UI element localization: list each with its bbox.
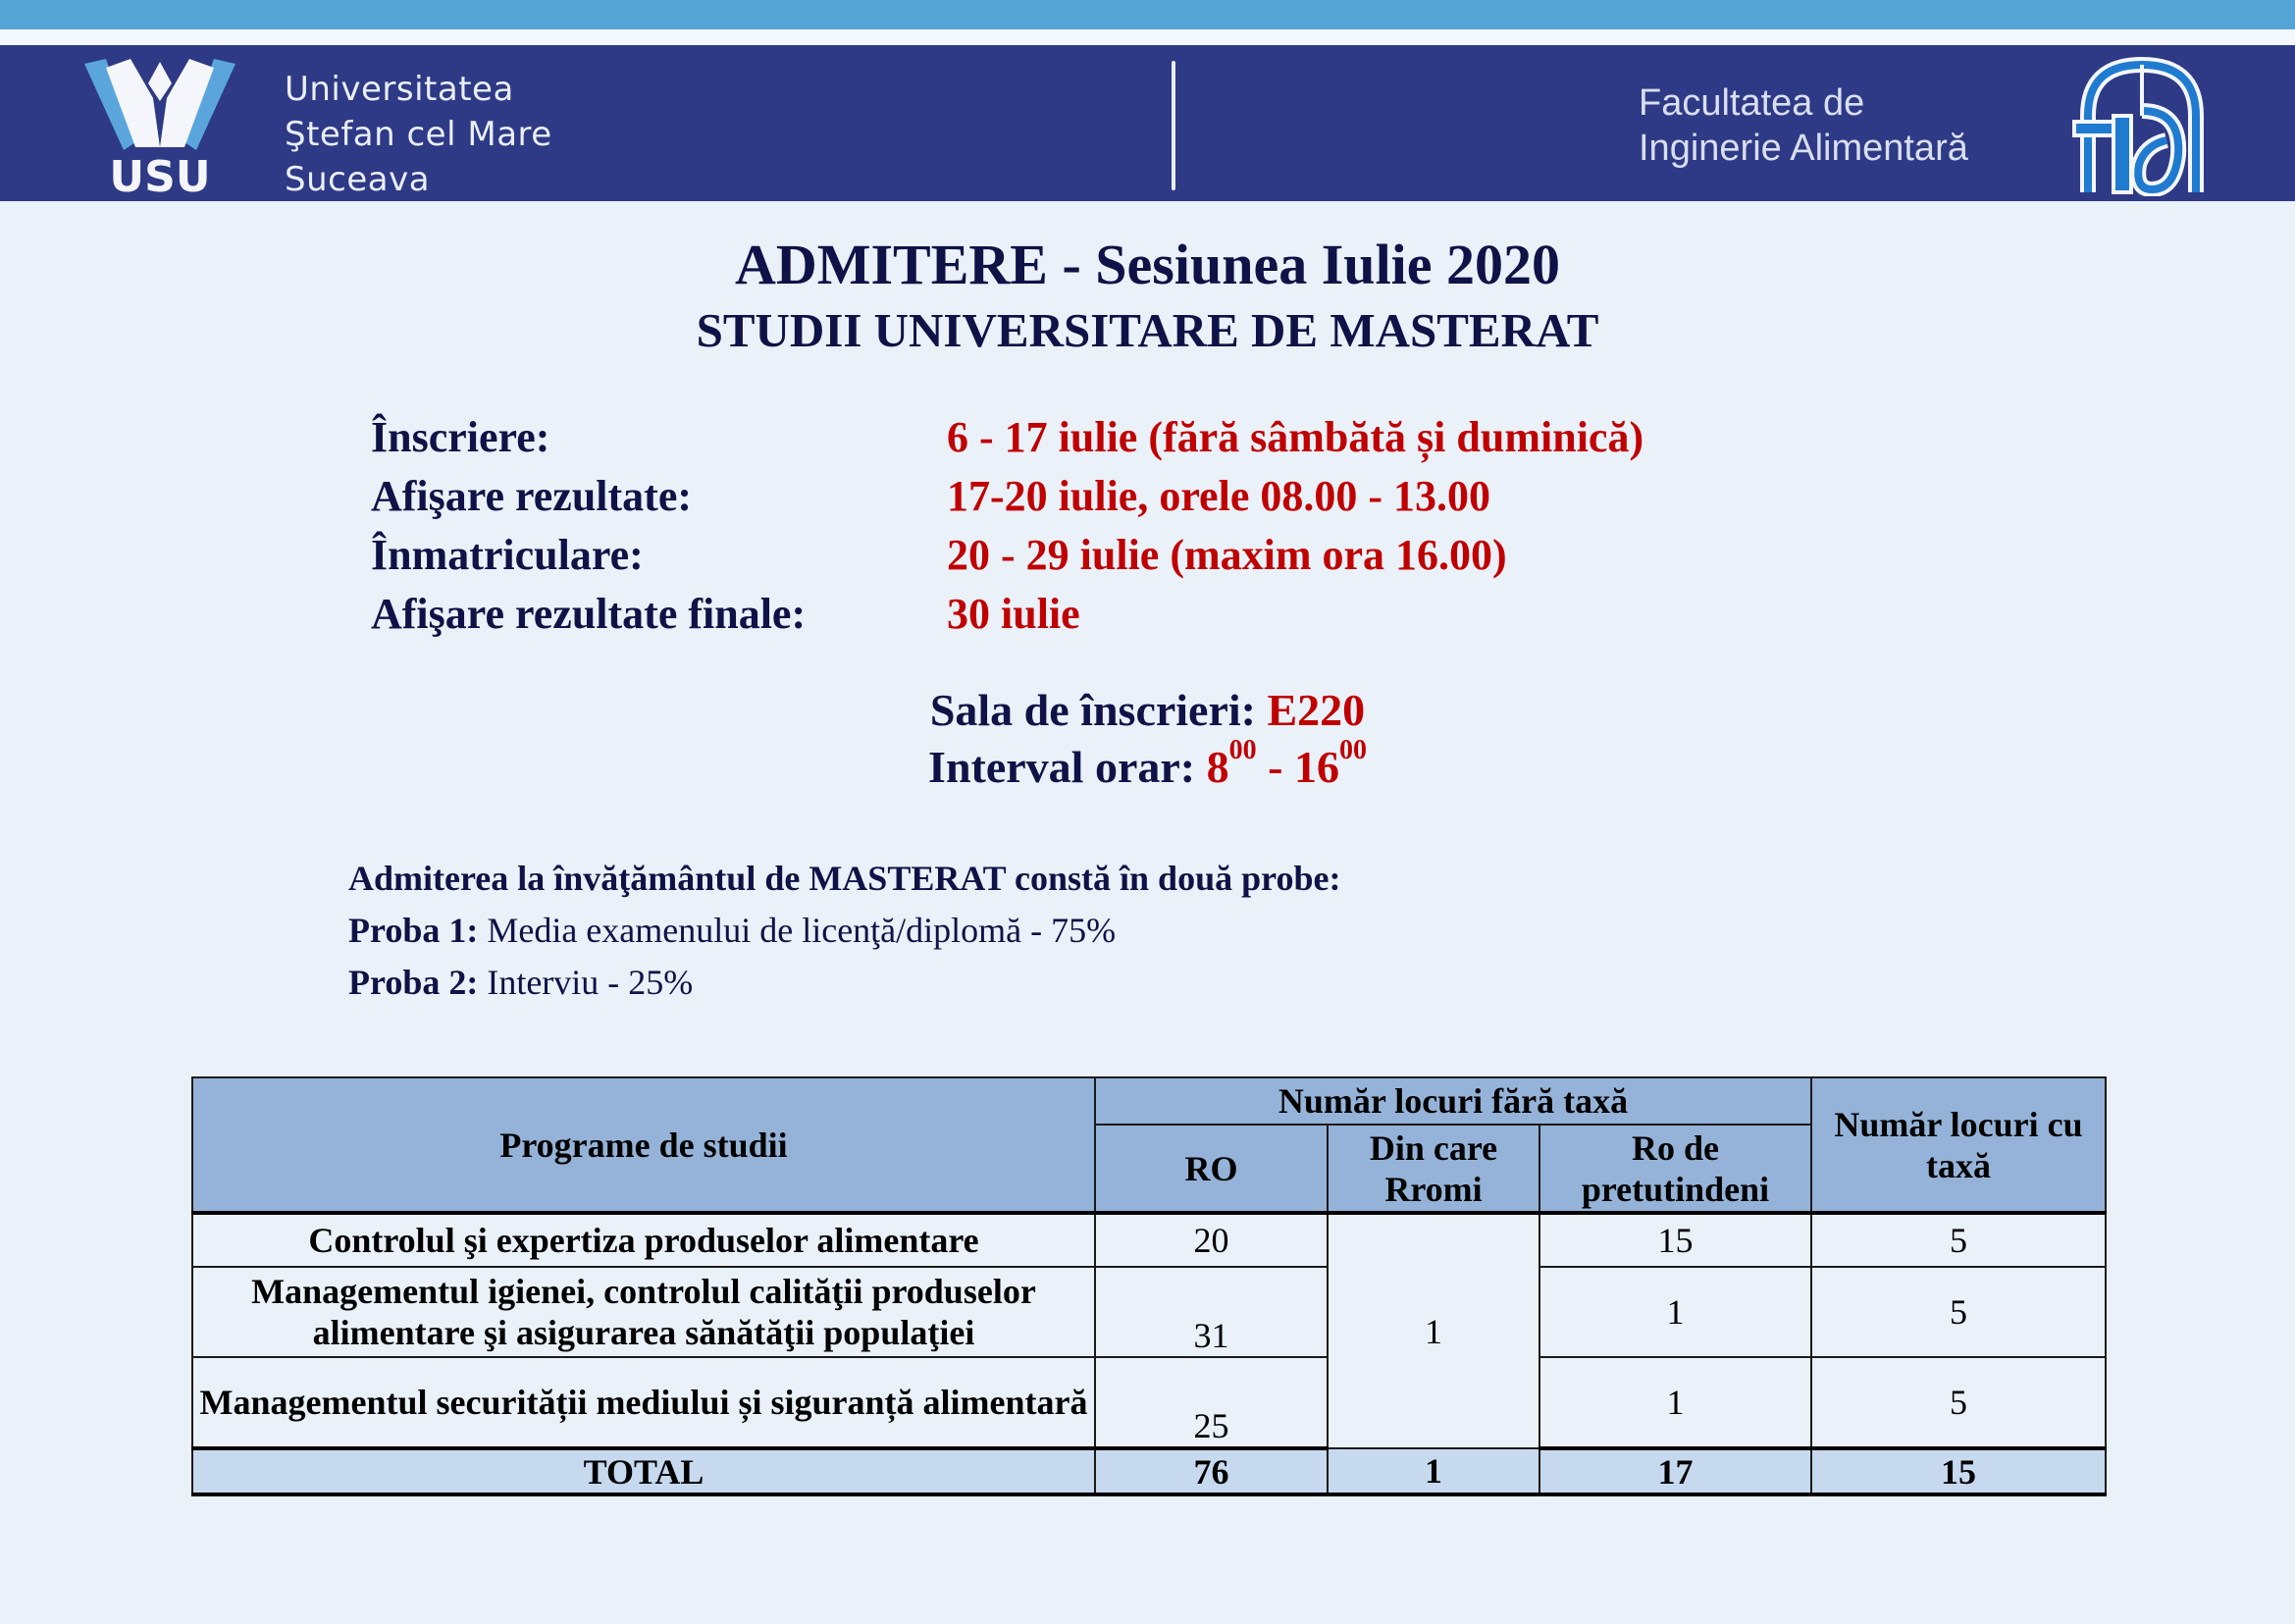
cell-ro: 25 — [1095, 1357, 1328, 1448]
probe-label: Proba 1: — [348, 911, 479, 950]
registration-hours — [0, 735, 2295, 793]
room-label: Sala de înscrieri: — [929, 685, 1256, 735]
table-row — [192, 1267, 2106, 1357]
cell-ro-pretutindeni: 1 — [1539, 1267, 1811, 1357]
interval-label: Interval orar: — [928, 742, 1196, 792]
total-label: TOTAL — [192, 1448, 1095, 1494]
total-ro: 76 — [1095, 1448, 1328, 1494]
interval-value — [1206, 735, 1367, 792]
probe-1 — [348, 910, 1116, 951]
end-hour: 16 — [1293, 742, 1339, 792]
university-line-1: Universitatea — [285, 70, 514, 109]
program-name: Managementul securității mediului și siguranță alimentară — [192, 1357, 1095, 1448]
svg-text:USU: USU — [109, 152, 211, 196]
fia-logo-icon — [2068, 57, 2216, 196]
university-line-2: Ştefan cel Mare — [285, 115, 552, 154]
program-name: Managementul igienei, controlul calităţii produselor alimentare şi asigurarea sănătăţii populaţiei — [192, 1267, 1095, 1357]
top-accent-strip — [0, 0, 2295, 29]
schedule-label: Afişare rezultate finale: — [371, 590, 807, 638]
table-row — [192, 1357, 2106, 1448]
probe-text: Media examenului de licenţă/diplomă - 75% — [478, 911, 1117, 950]
header-ro: RO — [1095, 1125, 1328, 1213]
cell-ro: 20 — [1095, 1213, 1328, 1267]
probe-text: Interviu - 25% — [478, 963, 694, 1002]
faculty-line-2: Inginerie Alimentară — [1639, 128, 1968, 169]
total-row — [192, 1448, 2106, 1494]
faculty-name — [1639, 80, 1968, 171]
header-free-places: Număr locuri fără taxă — [1095, 1077, 1811, 1125]
interval-separator: - — [1256, 742, 1294, 792]
probe-label: Proba 2: — [348, 963, 479, 1002]
probe-2 — [348, 962, 693, 1003]
cell-ro-pretutindeni: 1 — [1539, 1357, 1811, 1448]
usu-logo-icon — [77, 54, 243, 196]
schedule-value: 30 iulie — [947, 590, 1080, 638]
total-ro-pretutindeni: 17 — [1539, 1448, 1811, 1494]
total-paid: 15 — [1811, 1448, 2106, 1494]
end-min: 00 — [1338, 735, 1367, 765]
schedule-value: 6 - 17 iulie (fără sâmbătă și duminică) — [947, 413, 1644, 461]
start-min: 00 — [1228, 735, 1257, 765]
total-rromi: 1 — [1328, 1448, 1539, 1494]
cell-paid: 5 — [1811, 1267, 2106, 1357]
cell-ro-pretutindeni: 15 — [1539, 1213, 1811, 1267]
schedule-label: Înscriere: — [371, 413, 550, 461]
university-name — [285, 67, 552, 202]
places-table — [191, 1076, 2107, 1496]
schedule-value: 20 - 29 iulie (maxim ora 16.00) — [947, 531, 1507, 579]
header-ro-pretutindeni: Ro de pretutindeni — [1539, 1125, 1811, 1213]
university-line-3: Suceava — [285, 160, 431, 199]
admission-intro: Admiterea la învăţământul de MASTERAT constă în două probe: — [348, 859, 1341, 898]
registration-room — [0, 684, 2295, 736]
room-value: E220 — [1267, 685, 1366, 735]
page-subtitle: STUDII UNIVERSITARE DE MASTERAT — [696, 303, 1599, 357]
cell-paid: 5 — [1811, 1357, 2106, 1448]
header-divider — [1172, 61, 1175, 190]
start-hour: 8 — [1206, 742, 1229, 792]
program-name: Controlul şi expertiza produselor alimentare — [192, 1213, 1095, 1267]
header-paid-places: Număr locuri cu taxă — [1811, 1077, 2106, 1213]
table-row — [192, 1213, 2106, 1267]
header-rromi: Din care Rromi — [1328, 1125, 1539, 1213]
cell-rromi-merged: 1 — [1328, 1213, 1539, 1448]
cell-ro: 31 — [1095, 1267, 1328, 1357]
page-title: ADMITERE - Sesiunea Iulie 2020 — [734, 233, 1561, 296]
cell-paid: 5 — [1811, 1213, 2106, 1267]
schedule-label: Afişare rezultate: — [371, 472, 693, 520]
header-separator — [0, 29, 2295, 45]
schedule-value: 17-20 iulie, orele 08.00 - 13.00 — [947, 472, 1490, 520]
schedule-label: Înmatriculare: — [371, 531, 644, 579]
faculty-line-1: Facultatea de — [1639, 82, 1865, 124]
header-programs: Programe de studii — [192, 1077, 1095, 1213]
